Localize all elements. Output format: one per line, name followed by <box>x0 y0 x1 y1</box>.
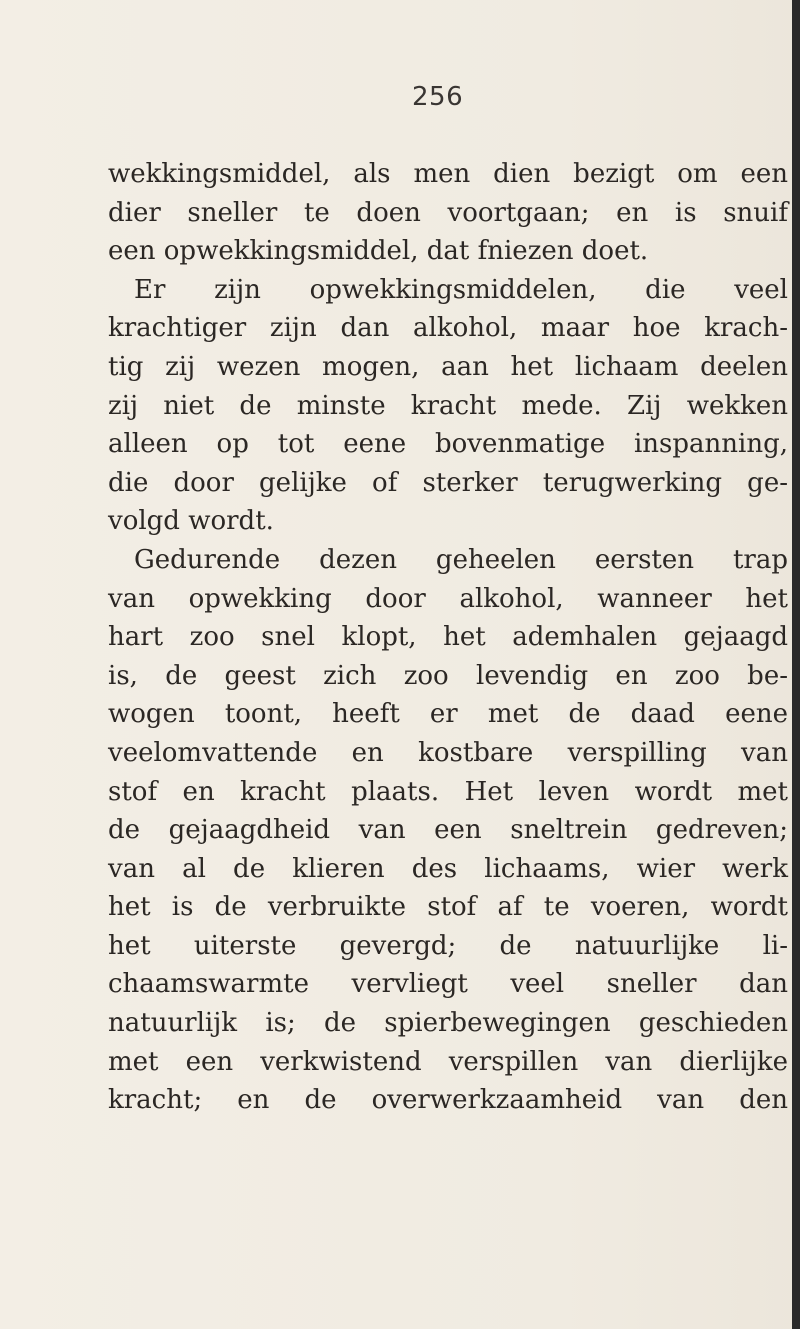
text-line: de gejaagdheid van een sneltrein gedreven; <box>108 815 788 846</box>
text-line: een opwekkingsmiddel, dat fniezen doet. <box>108 236 649 267</box>
text-line: van al de klieren des lichaams, wier werk <box>108 853 788 884</box>
text-line: wekkingsmiddel, als men dien bezigt om een <box>108 159 788 189</box>
text-line: Gedurende dezen geheelen eersten trap <box>134 544 788 575</box>
text-line: stof en kracht plaats. Het leven wordt met <box>108 776 788 807</box>
text-line: dier sneller te doen voortgaan; en is snuif <box>108 197 788 228</box>
text-line: het uiterste gevergd; de natuurlijke li- <box>108 930 788 961</box>
body-text <box>108 155 788 1120</box>
text-line: chaamswarmte vervliegt veel sneller dan <box>108 969 788 1000</box>
text-line: kracht; en de overwerkzaamheid van den <box>108 1085 788 1116</box>
text-line: veelomvattende en kostbare verspilling van <box>108 737 788 768</box>
text-line: van opwekking door alkohol, wanneer het <box>108 583 788 614</box>
text-line: met een verkwistend verspillen van dierlijke <box>108 1046 788 1077</box>
text-line: hart zoo snel klopt, het ademhalen gejaagd <box>108 622 788 653</box>
text-line: alleen op tot eene bovenmatige inspanning, <box>108 429 788 460</box>
text-line: Er zijn opwekkingsmiddelen, die veel <box>134 274 788 305</box>
text-line: krachtiger zijn dan alkohol, maar hoe krach- <box>108 313 788 344</box>
text-line: natuurlijk is; de spierbewegingen geschieden <box>108 1008 788 1039</box>
text-line: die door gelijke of sterker terugwerking ge- <box>108 467 788 498</box>
text-line: wogen toont, heeft er met de daad eene <box>108 699 788 730</box>
page-edge-shadow <box>792 0 800 1329</box>
text-line: volgd wordt. <box>108 506 274 537</box>
text-line: is, de geest zich zoo levendig en zoo be- <box>108 660 788 691</box>
page-number: 256 <box>412 82 464 112</box>
text-line: het is de verbruikte stof af te voeren, wordt <box>108 892 788 923</box>
text-line: tig zij wezen mogen, aan het lichaam deelen <box>108 351 788 382</box>
text-line: zij niet de minste kracht mede. Zij wekken <box>108 390 788 421</box>
